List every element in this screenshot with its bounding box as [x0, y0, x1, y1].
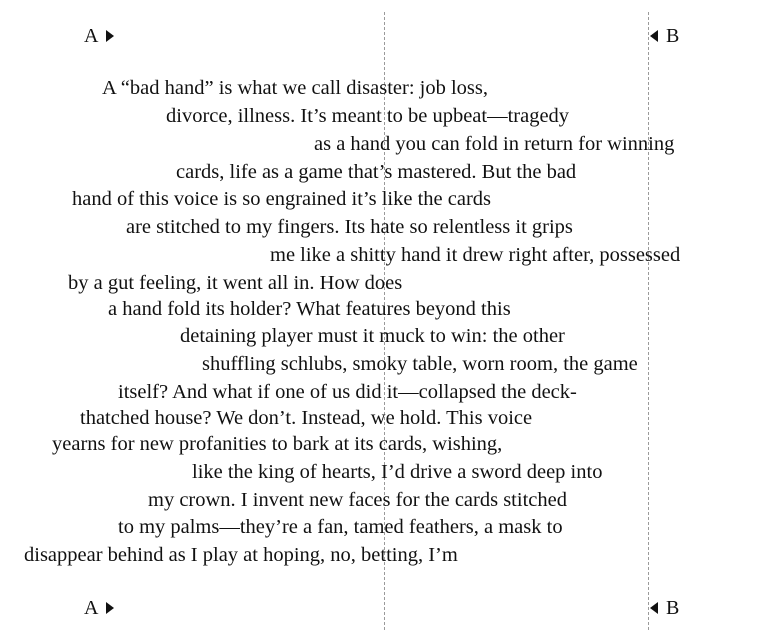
poem-line: are stitched to my fingers. Its hate so relentless it grips	[126, 216, 573, 238]
triangle-right-icon	[106, 30, 114, 42]
poem-line: divorce, illness. It’s meant to be upbeat—tragedy	[166, 105, 570, 127]
poem-line: as a hand you can fold in return for winning	[314, 133, 675, 155]
marker-b-label: B	[666, 25, 680, 47]
marker-b-top	[650, 24, 679, 48]
marker-a-bottom	[84, 596, 114, 620]
guide-line-right	[648, 12, 649, 630]
poem-line: disappear behind as I play at hoping, no, betting, I’m	[24, 544, 458, 566]
poem-line: to my palms—they’re a fan, tamed feathers, a mask to	[118, 516, 563, 538]
marker-a-label: A	[84, 25, 99, 47]
poem-line: detaining player must it muck to win: the other	[180, 325, 565, 347]
triangle-right-icon	[106, 602, 114, 614]
marker-a-label: A	[84, 597, 99, 619]
marker-b-label: B	[666, 597, 680, 619]
poem-line: yearns for new profanities to bark at its cards, wishing,	[52, 433, 503, 455]
poem-line: cards, life as a game that’s mastered. But the bad	[176, 161, 577, 183]
poem-line: me like a shitty hand it drew right after, possessed	[270, 244, 681, 266]
poem-line: a hand fold its holder? What features beyond this	[108, 298, 511, 320]
poem-line: thatched house? We don’t. Instead, we hold. This voice	[80, 407, 533, 429]
marker-a-top	[84, 24, 114, 48]
triangle-left-icon	[650, 30, 658, 42]
poem-line: A “bad hand” is what we call disaster: job loss,	[102, 77, 488, 99]
triangle-left-icon	[650, 602, 658, 614]
marker-b-bottom	[650, 596, 679, 620]
poem-line: by a gut feeling, it went all in. How does	[68, 272, 403, 294]
poem-line: shuffling schlubs, smoky table, worn room, the game	[202, 353, 638, 375]
poem-line: hand of this voice is so engrained it’s like the cards	[72, 188, 492, 210]
poem-line: like the king of hearts, I’d drive a sword deep into	[192, 461, 603, 483]
poem-line: itself? And what if one of us did it—collapsed the deck-	[118, 381, 577, 403]
poem-line: my crown. I invent new faces for the cards stitched	[148, 489, 567, 511]
